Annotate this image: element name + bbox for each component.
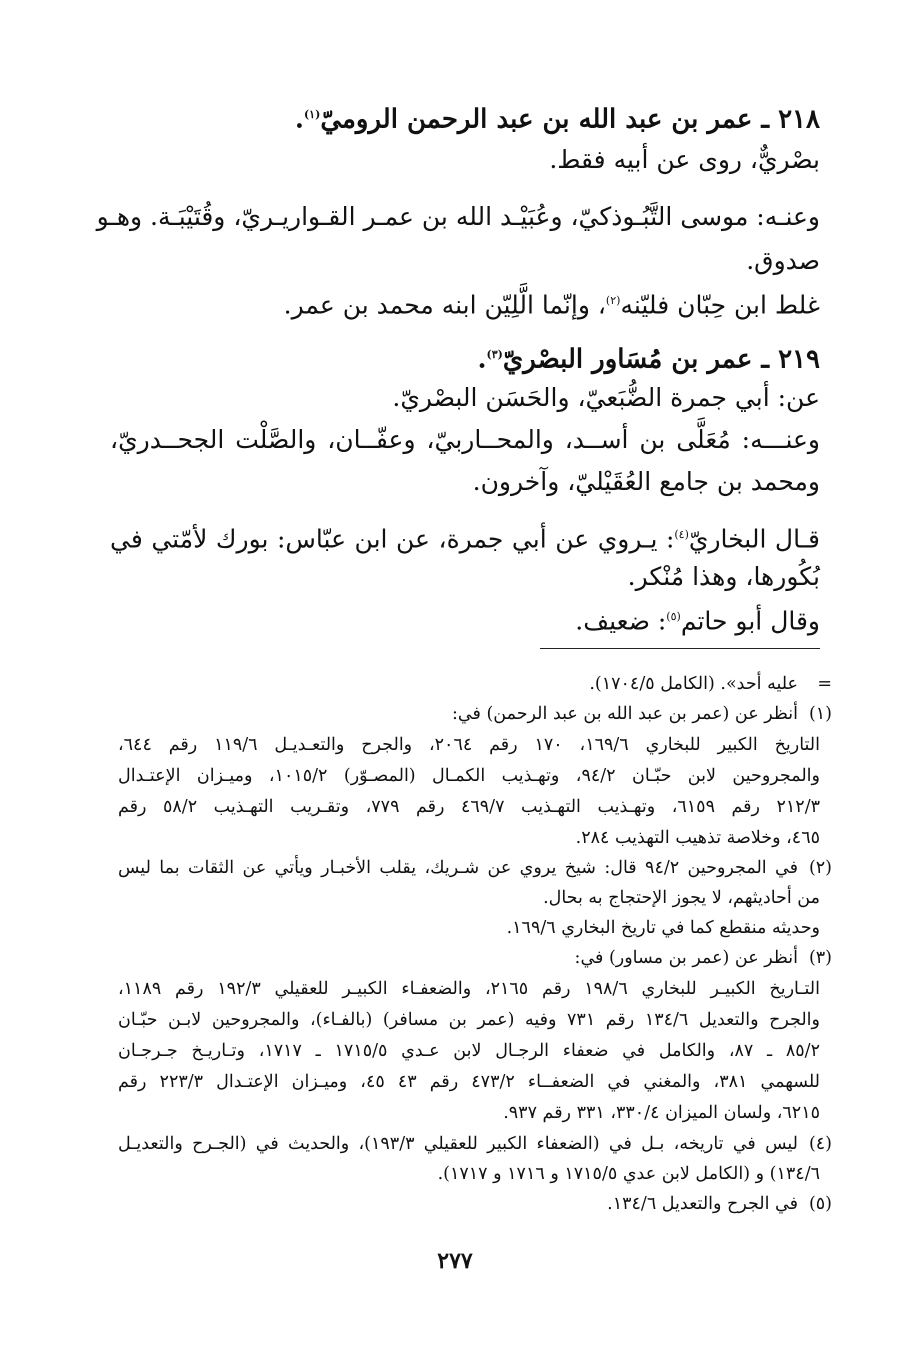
footnote-ref: (٢) [605,294,621,307]
footnote-3-line-6: ٦٢١٥، ولسان الميزان ٣٣٠/٤، ٣٣١ رقم ٩٣٧. [503,1103,820,1123]
footnote-mark: (١) [808,704,832,724]
quote-text: : ضعيف. [575,606,667,636]
quote-speaker: قـال البخاريّ [688,524,820,554]
footnote-3-line-2: التـاريخ الكبيـر للبخاري ١٩٨/٦ رقم ٢١٦٥، والضعفـاء الكبيـر للعقيلي ١٩٢/٣ رقم ١١٨٩، [118,979,820,999]
entry-218-line-4 [284,286,820,320]
footnote-3-line-4: ٨٥/٢ ـ ٨٧، والكامل في ضعفاء الرجـال لابن عـدي ١٧١٥/٥ ـ ١٧١٧، وتـاريـخ جـرجـان [118,1041,820,1061]
footnote-mark: (٢) [808,858,832,878]
footnote-mark: (٣) [808,948,832,968]
footnote-3-line-3: والجرح والتعديل ١٣٤/٦ رقم ٧٣١ وفيه (عمر بن مسافر) (بالفـاء)، والمجروحين لابـن حبّـان [118,1010,820,1030]
entry-218-heading: ٢١٨ ـ عمر بن عبد الله بن عبد الرحمن الروميّ$^{(١)}$. [294,104,820,135]
page-number: ٢٧٧ [437,1248,473,1274]
entry-219-heading: ٢١٩ ـ عمر بن مُسَاور البصْريّ$^{(٣)}$. [477,344,820,375]
footnote-mark: = [817,674,832,694]
footnote-separator [540,648,820,649]
quote-bukhari [110,520,820,554]
entry-218-line-4-text: غلط ابن حِبّان فليّنه [620,290,820,320]
footnote-mark: (٤) [808,1134,832,1154]
footnote-ref: (٣) [486,348,503,361]
footnote-mark: (٥) [808,1194,832,1214]
footnote-ref: (٥) [666,610,681,623]
footnote-ref: (٤) [674,528,689,541]
entry-218-line-2: وعنـه: موسى التَّبُـوذكيّ، وعُبَيْـد الله بن عمـر القـواريـريّ، وقُتَيْبَـة. وهـو [96,202,820,231]
entry-218-line-4-tail: ، وإنّما الَّلِيّن ابنه محمد بن عمر. [283,290,606,320]
footnote-1-line-1: أنظر عن (عمر بن عبد الله بن عبد الرحمن) في: [452,704,798,724]
quote-text: : يـروي عن أبي جمرة، عن ابن عبّاس: بورك لأمّتي في [110,524,675,554]
footnote-2-line-1: في المجروحين ٩٤/٢ قال: شيخ يروي عن شـريك، يقلب الأخبـار ويأتي عن الثقات بما ليس [118,858,798,878]
entry-218-line-3: صدوق. [746,246,820,275]
footnote-3-line-1: أنظر عن (عمر بن مساور) في: [574,948,798,968]
quote-speaker: وقال أبو حاتم [680,606,820,636]
footnote-1-line-3: والمجروحين لابن حبّـان ٩٤/٢، وتهـذيب الكمـال (المصـوّر) ١٠١٥/٢، وميـزان الإعتـدال [118,766,820,786]
footnote-1-line-5: ٤٦٥، وخلاصة تذهيب التهذيب ٢٨٤. [575,828,820,848]
footnote-5-line-1: في الجرح والتعديل ١٣٤/٦. [607,1194,798,1214]
footnote-4-line-1: ليس في تاريخه، بـل في (الضعفاء الكبير للعقيلي ١٩٣/٣)، والحديث في (الجـرح والتعديـل [118,1134,799,1154]
footnote-3-line-5: للسهمي ٣٨١، والمغني في الضعفــاء ٤٧٣/٢ رقم ٤٣ ٤٥، وميـزان الإعتـدال ٢٢٣/٣ رقم [118,1072,820,1092]
footnote-ref: (١) [303,108,321,121]
entry-219-line-3: ومحمد بن جامع العُقَيْليّ، وآخرون. [472,467,820,496]
entry-219-line-1: عن: أبي جمرة الضُّبَعيّ، والحَسَن البصْريّ. [392,383,820,412]
entry-number: ٢١٩ ـ [761,344,820,375]
entry-number: ٢١٨ ـ [761,104,820,135]
footnote-2-line-2: من أحاديثهم، لا يجوز الإحتجاج به بحال. [543,888,820,908]
footnote-1-line-4: ٢١٢/٣ رقم ٦١٥٩، وتهـذيب التهـذيب ٤٦٩/٧ رقم ٧٧٩، وتقـريب التهـذيب ٥٨/٢ رقم [118,797,820,817]
footnote-continued-line-1: عليه أحد». (الكامل ١٧٠٤/٥). [589,674,798,694]
footnote-2-line-3: وحديثه منقطع كما في تاريخ البخاري ١٦٩/٦. [506,918,820,938]
footnote-4-line-2: ١٣٤/٦) و (الكامل لابن عدي ١٧١٥/٥ و ١٧١٦ و ١٧١٧). [437,1164,820,1184]
entry-218-line-1: بصْريٌّ، روى عن أبيه فقط. [549,145,820,174]
footnote-1-line-2: التاريخ الكبير للبخاري ١٦٩/٦، ١٧٠ رقم ٢٠٦٤، والجرح والتعـديـل ١١٩/٦ رقم ٦٤٤، [118,735,820,755]
entry-219-line-2: وعنـــه: مُعَلَّى بن أســد، والمحــاربيّ، وعفّــان، والصَّلْت الجحــدريّ، [110,425,820,454]
quote-bukhari-continuation: بُكُورها، وهذا مُنْكر. [627,562,820,591]
quote-abu-hatim [575,602,820,636]
entry-name: عمر بن مُسَاور البصْريّ [502,344,753,375]
entry-name: عمر بن عبد الله بن عبد الرحمن الروميّ [320,104,753,135]
